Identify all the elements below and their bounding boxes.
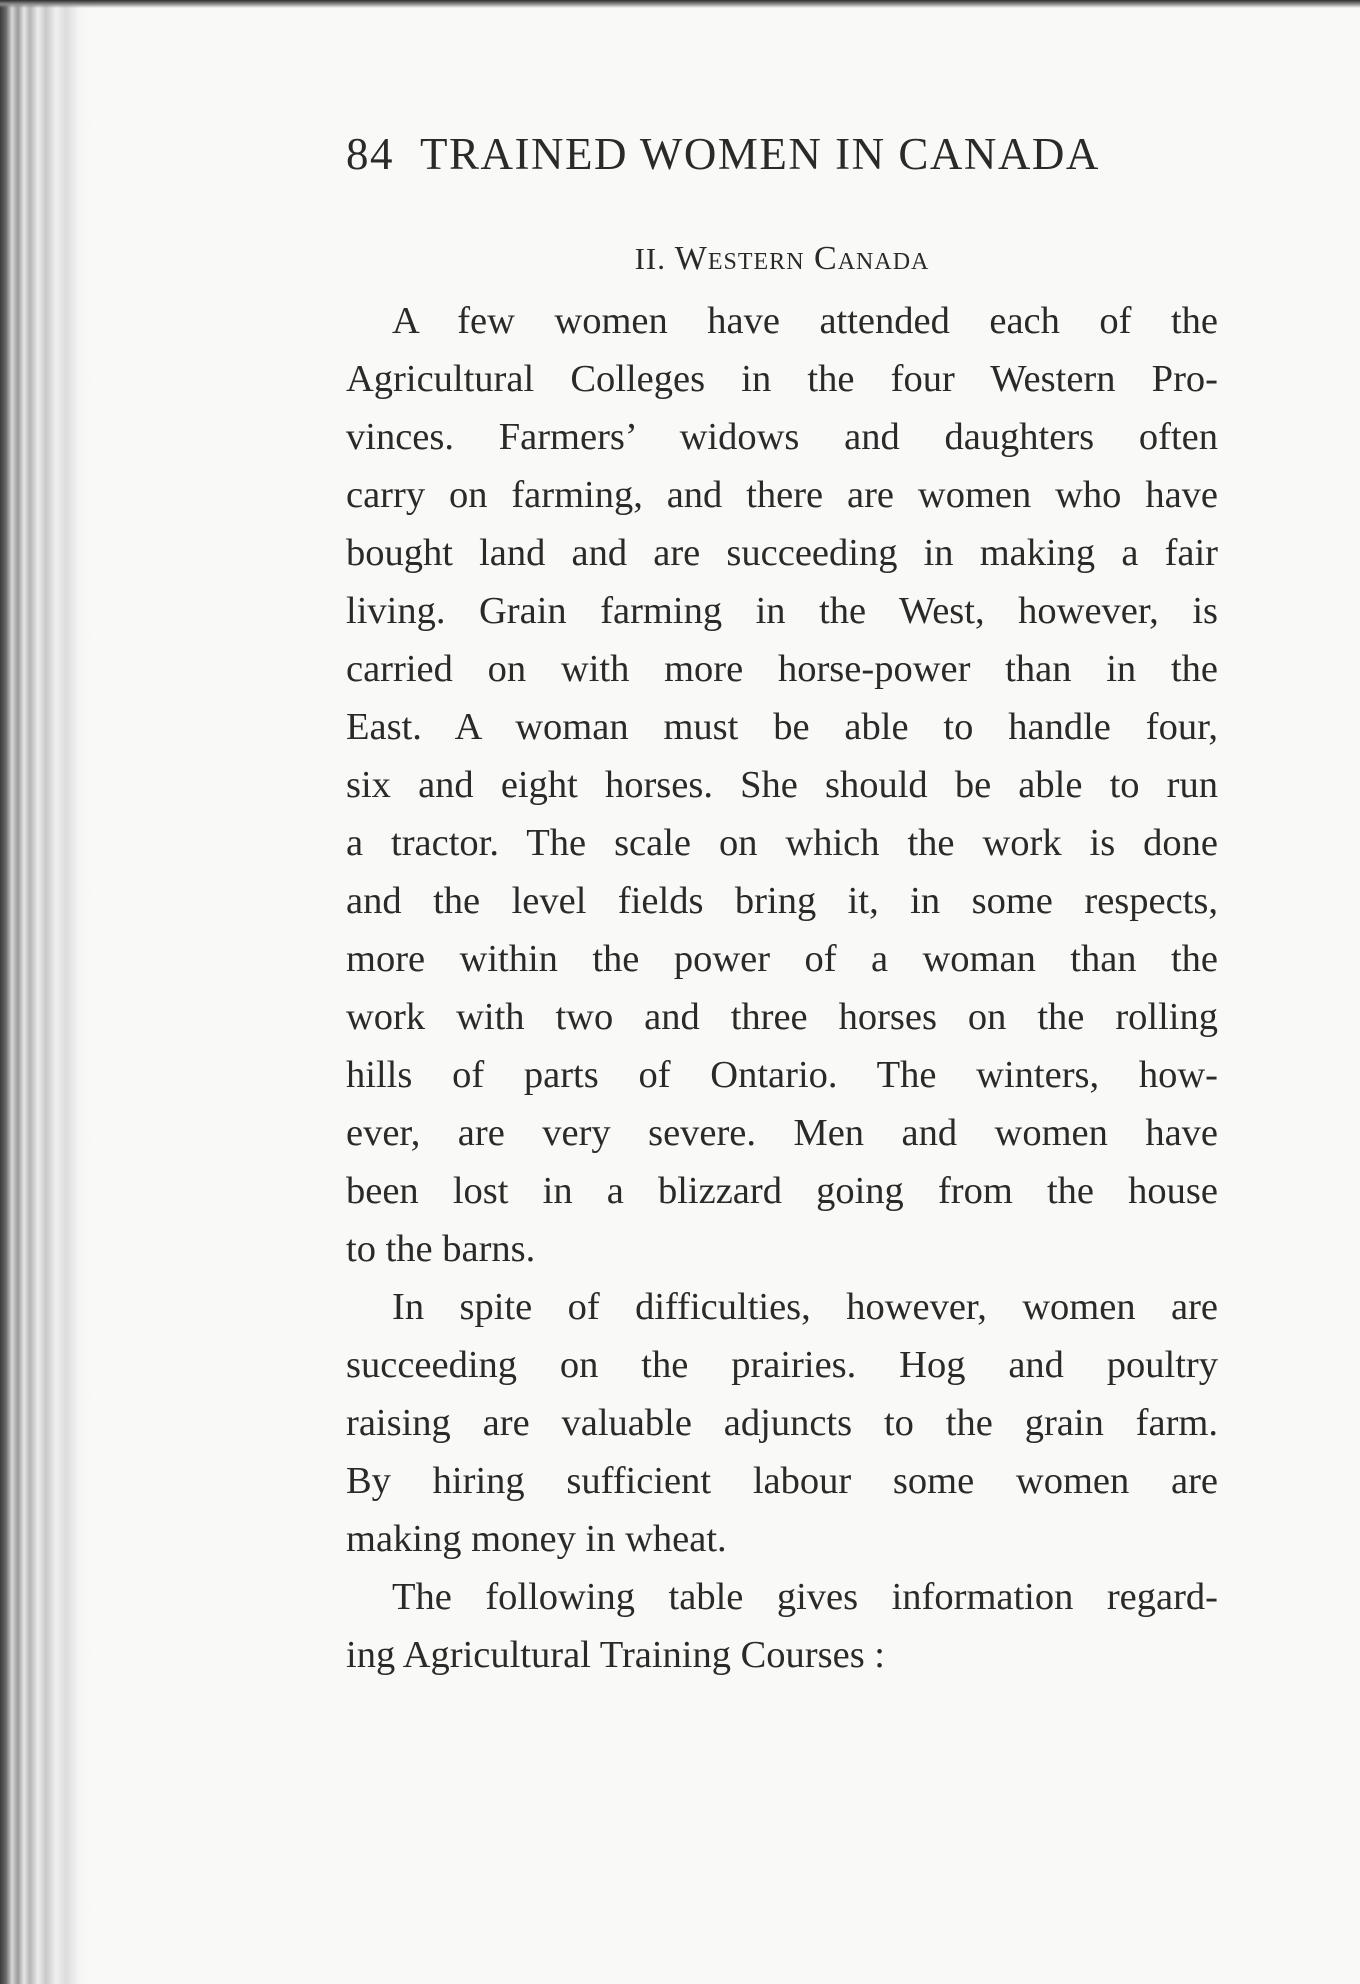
text-line: carry on farming, and there are women who have [346, 474, 1218, 516]
text-line: work with two and three horses on the rolling [346, 996, 1218, 1038]
section-heading [346, 240, 1218, 292]
text-line: making money in wheat. [346, 1518, 727, 1560]
book-title: TRAINED WOMEN IN CANADA [420, 129, 1100, 179]
text-line: succeeding on the prairies. Hog and poultry [346, 1344, 1218, 1386]
text-line: six and eight horses. She should be able to run [346, 764, 1218, 806]
text-line: raising are valuable adjuncts to the grain farm. [346, 1402, 1218, 1444]
text-line: bought land and are succeeding in making a fair [346, 532, 1218, 574]
text-line: living. Grain farming in the West, however, is [346, 590, 1218, 632]
text-line: carried on with more horse-power than in the [346, 648, 1218, 690]
text-line: to the barns. [346, 1228, 536, 1270]
book-edge [0, 0, 92, 1984]
paragraph-3 [346, 1568, 1218, 1684]
text-line: and the level fields bring it, in some respects, [346, 880, 1218, 922]
page-text [346, 128, 1218, 1684]
text-line: ever, are very severe. Men and women have [346, 1112, 1218, 1154]
text-line: been lost in a blizzard going from the house [346, 1170, 1218, 1212]
text-line: a tractor. The scale on which the work is done [346, 822, 1218, 864]
text-line: In spite of difficulties, however, women are [392, 1286, 1218, 1328]
running-head [346, 128, 1218, 198]
paragraph-2 [346, 1278, 1218, 1568]
paragraph-1 [346, 292, 1218, 1278]
section-numeral: II. [634, 241, 667, 276]
text-line: ing Agricultural Training Courses : [346, 1634, 885, 1676]
text-line: A few women have attended each of the [392, 300, 1218, 342]
text-line: hills of parts of Ontario. The winters, how- [346, 1054, 1218, 1096]
text-line: more within the power of a woman than the [346, 938, 1218, 980]
text-line: The following table gives information regard- [392, 1576, 1218, 1618]
text-line: vinces. Farmers’ widows and daughters often [346, 416, 1218, 458]
page-top-shadow [0, 0, 1360, 8]
text-line: Agricultural Colleges in the four Western Pro- [346, 358, 1218, 400]
section-title: Western Canada [674, 240, 930, 277]
text-line: East. A woman must be able to handle four, [346, 706, 1218, 748]
text-line: By hiring sufficient labour some women are [346, 1460, 1218, 1502]
page-number: 84 [346, 129, 394, 179]
